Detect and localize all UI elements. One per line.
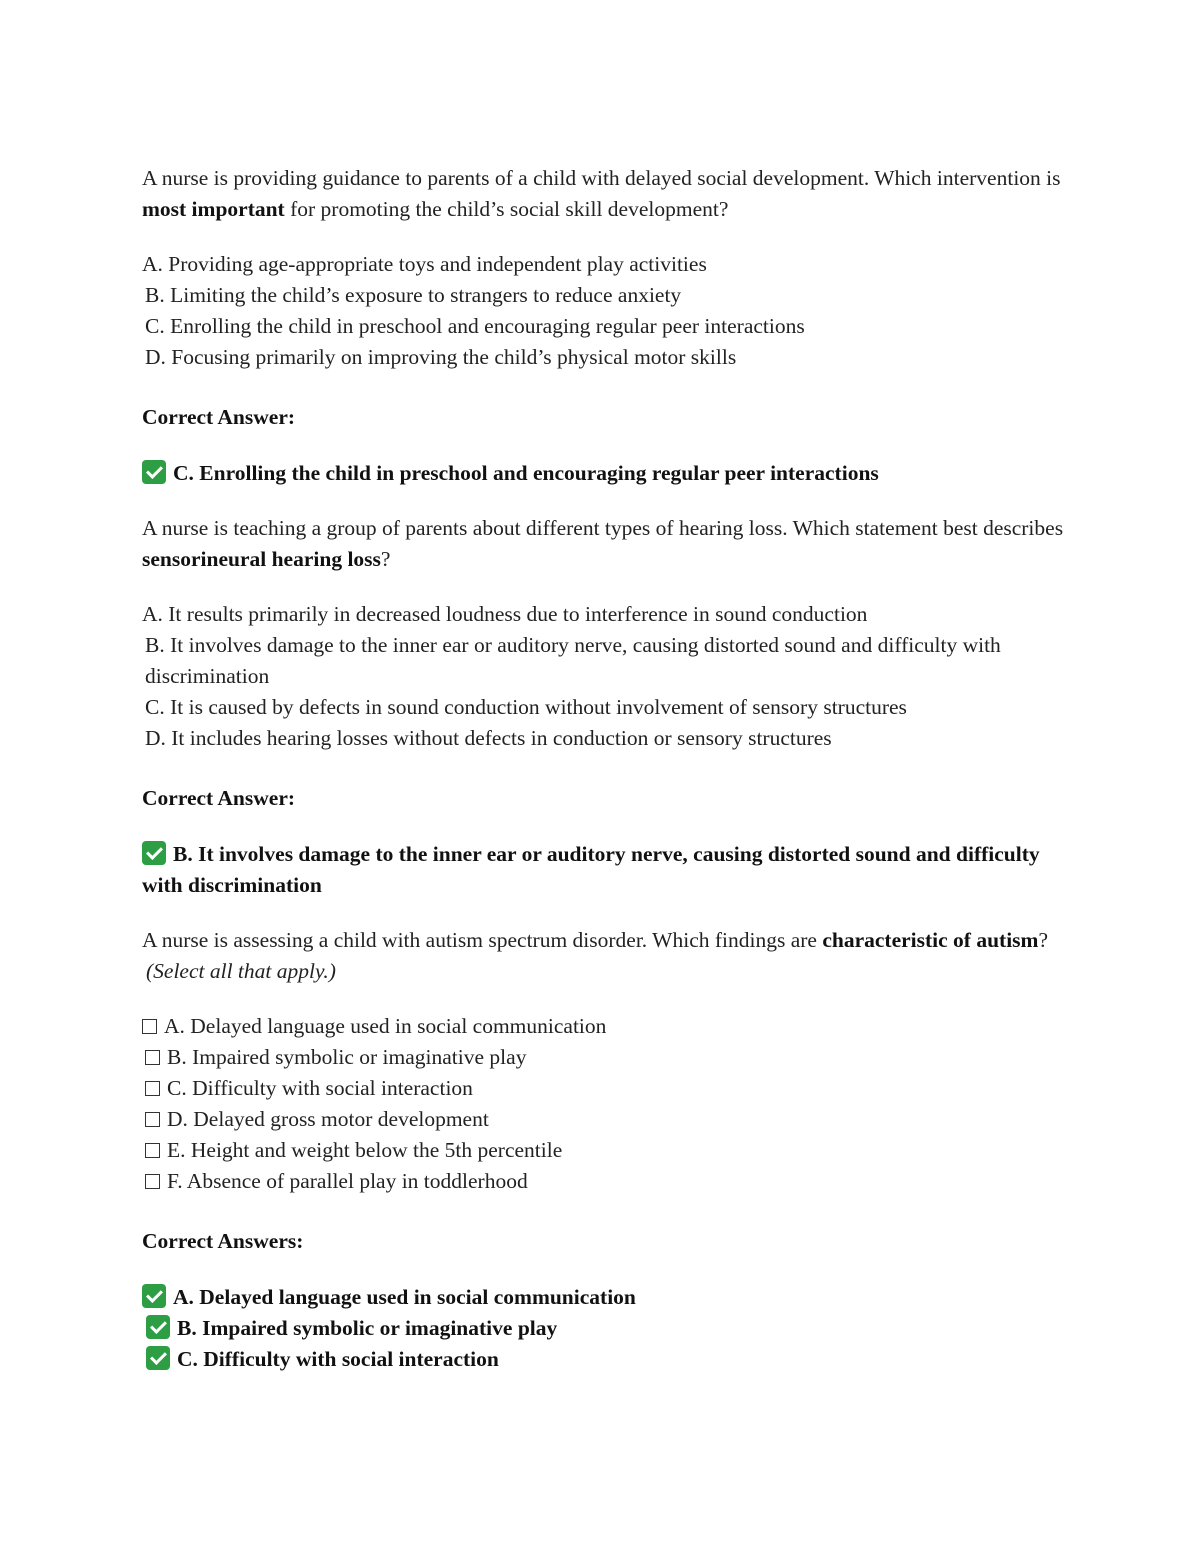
checkbox-icon[interactable] [142, 1019, 157, 1034]
question-2-options [142, 599, 1072, 754]
question-3-stem: A nurse is assessing a child with autism spectrum disorder. Which findings are characteristic of autism? (Select all that apply.) [142, 925, 1072, 987]
option-c: C. Enrolling the child in preschool and encouraging regular peer interactions [145, 314, 805, 338]
question-1-options [142, 249, 1072, 373]
option-d[interactable]: D. Delayed gross motor development [142, 1104, 1072, 1135]
correct-answers-header: Correct Answers: [142, 1229, 304, 1253]
option-a: A. It results primarily in decreased loudness due to interference in sound conduction [142, 602, 868, 626]
option-a[interactable]: A. Delayed language used in social communication [142, 1011, 1072, 1042]
question-3-options [142, 1011, 1072, 1197]
correct-answer-header: Correct Answer: [142, 405, 296, 429]
option-d: D. Focusing primarily on improving the child’s physical motor skills [145, 345, 737, 369]
check-mark-icon [142, 1284, 166, 1308]
question-1-stem: A nurse is providing guidance to parents of a child with delayed social development. Which intervention is most important for promoting the child’s social skill development? [142, 166, 1061, 221]
check-mark-icon [142, 841, 166, 865]
checkbox-icon[interactable] [145, 1143, 160, 1158]
checkbox-icon[interactable] [145, 1081, 160, 1096]
correct-answer: B. It involves damage to the inner ear or auditory nerve, causing distorted sound and difficulty with discrimination [142, 842, 1040, 897]
correct-answer-header: Correct Answer: [142, 786, 296, 810]
checkbox-icon[interactable] [145, 1112, 160, 1127]
check-mark-icon [142, 460, 166, 484]
correct-answer: C. Difficulty with social interaction [142, 1344, 1072, 1375]
check-mark-icon [146, 1315, 170, 1339]
question-2-stem: A nurse is teaching a group of parents about different types of hearing loss. Which statement best describes sensorineural hearing loss? [142, 516, 1064, 571]
option-b: B. Limiting the child’s exposure to strangers to reduce anxiety [145, 283, 682, 307]
select-all-instruction: (Select all that apply.) [146, 959, 336, 983]
check-mark-icon [146, 1346, 170, 1370]
checkbox-icon[interactable] [145, 1174, 160, 1189]
option-c: C. It is caused by defects in sound conduction without involvement of sensory structures [145, 695, 907, 719]
correct-answer: C. Enrolling the child in preschool and encouraging regular peer interactions [142, 458, 1072, 489]
option-f[interactable]: F. Absence of parallel play in toddlerhood [142, 1166, 1072, 1197]
option-e[interactable]: E. Height and weight below the 5th percentile [142, 1135, 1072, 1166]
correct-answer: B. Impaired symbolic or imaginative play [142, 1313, 1072, 1344]
checkbox-icon[interactable] [145, 1050, 160, 1065]
option-b: B. It involves damage to the inner ear or auditory nerve, causing distorted sound and difficulty with discrimination [145, 633, 1001, 688]
correct-answers [142, 1282, 1072, 1375]
option-c[interactable]: C. Difficulty with social interaction [142, 1073, 1072, 1104]
correct-answer: A. Delayed language used in social communication [142, 1282, 1072, 1313]
document-page [142, 163, 1072, 1399]
option-b[interactable]: B. Impaired symbolic or imaginative play [142, 1042, 1072, 1073]
option-a: A. Providing age-appropriate toys and independent play activities [142, 252, 707, 276]
option-d: D. It includes hearing losses without defects in conduction or sensory structures [145, 726, 832, 750]
